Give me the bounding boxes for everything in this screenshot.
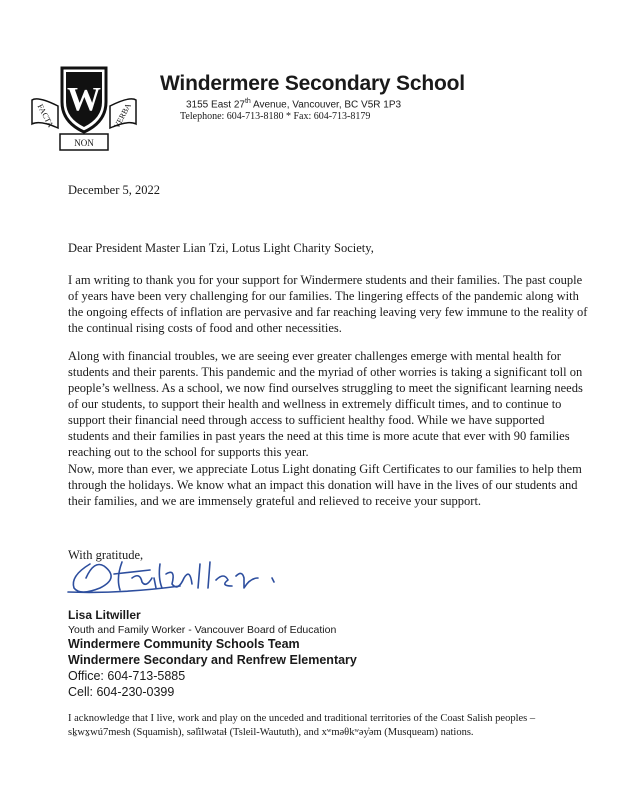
team-name: Windermere Community Schools Team (68, 637, 300, 651)
body-paragraph-2: Along with financial troubles, we are seeing ever greater challenges emerge with mental health for students and their parents. This pandemic and the myriad of other worries is taking a significant toll on people’s wellness. As a school, we now find ourselves struggling to meet the significant learning needs of our students, to support their health and wellness in extremely difficult times, and to continue to support their financial need through access to sufficient healthy food. While we have supported students and their families in past years the need at this time is more acute that ever with 90 families reaching out to the school for supports this year. (68, 349, 583, 459)
body-paragraph-3: Now, more than ever, we appreciate Lotus Light donating Gift Certificates to our families to help them through the holidays. We know what an impact this donation will have in the lives of our students and their families, and we are immensely grateful and relieved to receive your support. (68, 462, 582, 508)
svg-text:FACTA: FACTA (35, 102, 56, 129)
closing: With gratitude, (68, 548, 144, 562)
cell-phone: Cell: 604-230-0399 (68, 685, 175, 699)
school-crest-logo (28, 62, 140, 158)
signer-name: Lisa Litwiller (68, 608, 141, 622)
letter-date: December 5, 2022 (68, 183, 160, 197)
address-suffix: th (244, 98, 251, 105)
office-phone: Office: 604-713-5885 (68, 669, 186, 683)
body-paragraph-1: I am writing to thank you for your support for Windermere students and their families. The past couple of years have been very challenging for our families. The lingering effects of the pandemic along with the ongoing effects of inflation are pervasive and far reaching leaving very few immune to the reality of the continual rising costs of food and other necessities. (68, 273, 588, 335)
land-acknowledgement: I acknowledge that I live, work and play on the unceded and traditional territories of the Coast Salish peoples – sḵwx̱wú7mesh (Squamish), səl̓ilwətaɬ (Tsleil-Waututh), and xʷməθkʷəy̓əm (Musqueam) nations. (68, 713, 536, 738)
svg-text:VERBA: VERBA (112, 101, 133, 130)
signer-title: Youth and Family Worker - Vancouver Board of Education (68, 624, 337, 636)
svg-text:NON: NON (74, 138, 94, 148)
svg-text:W: W (67, 81, 101, 118)
school-phone-fax: Telephone: 604-713-8180 * Fax: 604-713-8179 (180, 111, 371, 122)
schools-served: Windermere Secondary and Renfrew Elementary (68, 653, 357, 667)
school-address (186, 98, 401, 110)
address-street: 3155 East 27 (186, 99, 245, 111)
address-city: Avenue, Vancouver, BC V5R 1P3 (250, 99, 402, 111)
salutation: Dear President Master Lian Tzi, Lotus Light Charity Society, (68, 241, 374, 255)
handwritten-signature (60, 548, 300, 600)
school-name: Windermere Secondary School (160, 72, 465, 95)
